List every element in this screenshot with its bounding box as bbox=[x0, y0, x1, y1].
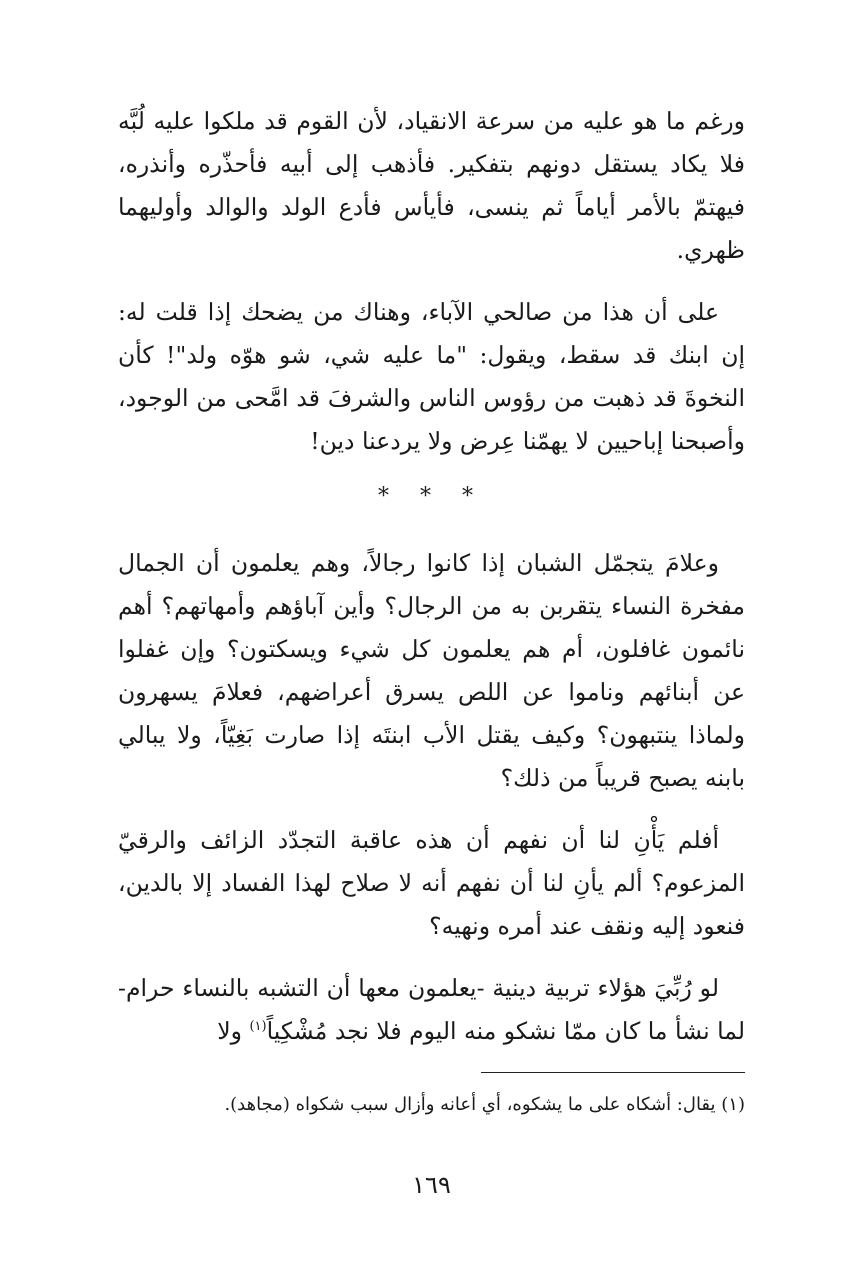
book-page bbox=[118, 0, 745, 1275]
paragraph-5-text: لو رُبِّيَ هؤلاء تربية دينية -يعلمون معها أن التشبه بالنساء حرام- لما نشأ ما كان ممّا نشكو منه اليوم فلا نجد مُشْكِياً bbox=[118, 974, 745, 1045]
paragraph-5-tail: ولا bbox=[217, 1017, 250, 1045]
paragraph-1: ورغم ما هو عليه من سرعة الانقياد، لأن القوم قد ملكوا عليه لُبَّه فلا يكاد يستقل دونهم بتفكير. فأذهب إلى أبيه فأحذّره وأنذره، فيهتمّ بالأمر أياماً ثم ينسى، فأيأس فأدع الولد والوالد وأوليهما ظهري. bbox=[118, 107, 745, 264]
paragraph-4: أفلم يَأْنِ لنا أن نفهم أن هذه عاقبة التجدّد الزائف والرقيّ المزعوم؟ ألم يأنِ لنا أن نفهم أنه لا صلاح لهذا الفساد إلا بالدين، فنعود إليه ونقف عند أمره ونهيه؟ bbox=[118, 826, 745, 940]
section-separator: * * * bbox=[378, 484, 485, 509]
footnote: (١) يقال: أشكاه على ما يشكوه، أي أعانه وأزال سبب شكواه (مجاهد). bbox=[224, 1094, 745, 1115]
page-number: ١٦٩ bbox=[412, 1171, 451, 1199]
body-text bbox=[118, 100, 745, 1072]
footnote-reference[interactable]: (١) bbox=[249, 1019, 267, 1035]
paragraph-2: على أن هذا من صالحي الآباء، وهناك من يضحك إذا قلت له: إن ابنك قد سقط، ويقول: "ما عليه شي، شو هوّه ولد"! كأن النخوةَ قد ذهبت من رؤوس الناس والشرفَ قد امَّحى من الوجود، وأصبحنا إباحيين لا يهمّنا عِرض ولا يردعنا دين! bbox=[118, 298, 745, 455]
paragraph-3: وعلامَ يتجمّل الشبان إذا كانوا رجالاً، وهم يعلمون أن الجمال مفخرة النساء يتقربن به من الرجال؟ وأين آباؤهم وأمهاتهم؟ أهم نائمون غافلون، أم هم يعلمون كل شيء ويسكتون؟ وإن غفلوا عن أبنائهم وناموا عن اللص يسرق أعراضهم، فعلامَ يسهرون ولماذا ينتبهون؟ وكيف يقتل الأب ابنتَه إذا صارت بَغِيّاً، ولا يبالي بابنه يصبح قريباً من ذلك؟ bbox=[118, 549, 745, 792]
footnote-divider bbox=[481, 1072, 745, 1073]
paragraph-5 bbox=[118, 967, 745, 1053]
